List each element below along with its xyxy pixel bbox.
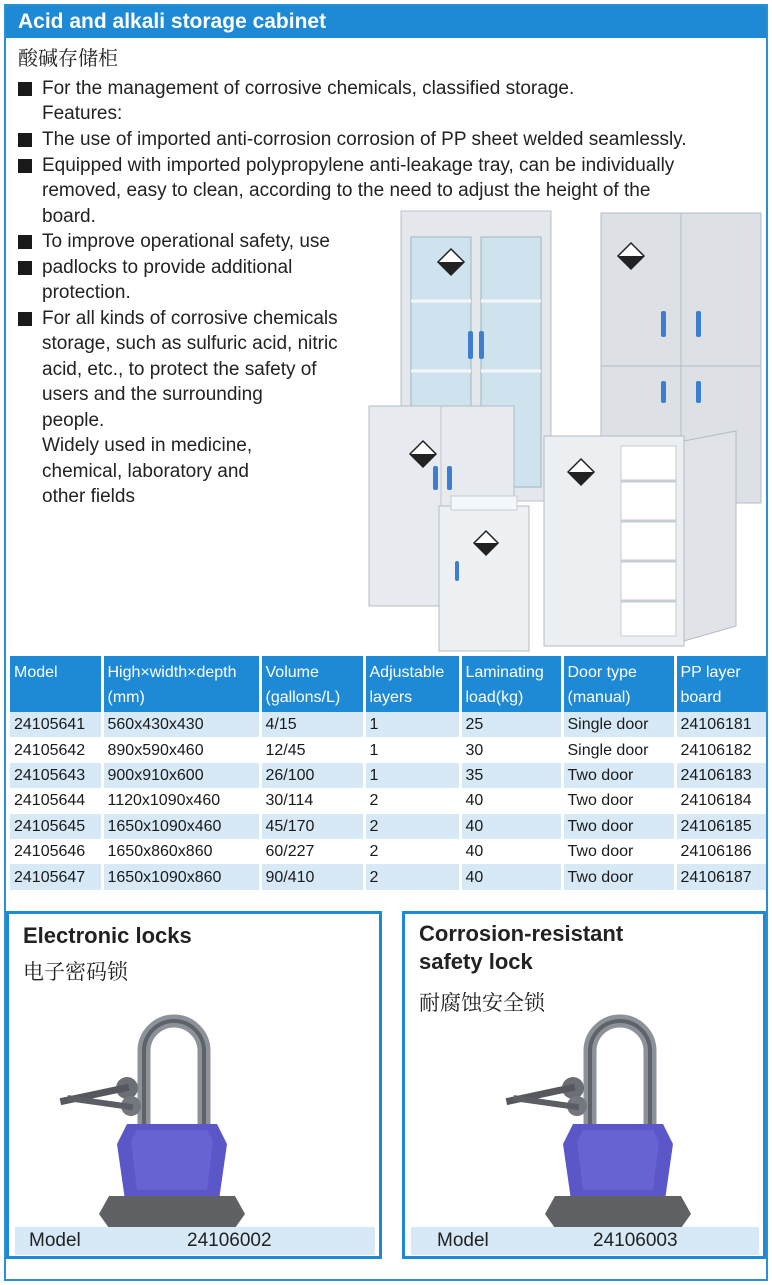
- table-cell: Two door: [562, 763, 675, 788]
- table-cell: 1650x1090x860: [102, 864, 260, 889]
- table-row: [10, 788, 766, 813]
- electronic-lock-panel: [6, 911, 382, 1259]
- lock-title: Electronic locks: [23, 923, 192, 948]
- description-line: users and the surrounding: [42, 384, 263, 405]
- table-cell: 24106184: [675, 788, 766, 813]
- table-cell: 24105643: [10, 763, 102, 788]
- table-cell: 900x910x600: [102, 763, 260, 788]
- table-cell: 24105646: [10, 839, 102, 864]
- description-line: protection.: [42, 282, 131, 303]
- table-cell: 40: [460, 814, 562, 839]
- table-cell: 1: [364, 737, 460, 762]
- cabinet-photo: [361, 201, 766, 656]
- table-cell: 24105645: [10, 814, 102, 839]
- table-cell: 90/410: [260, 864, 364, 889]
- description-line: other fields: [42, 486, 135, 507]
- table-cell: 26/100: [260, 763, 364, 788]
- model-number: 24106003: [593, 1230, 678, 1251]
- table-cell: 30: [460, 737, 562, 762]
- table-cell: 24105647: [10, 864, 102, 889]
- description-line: storage, such as sulfuric acid, nitric: [42, 333, 338, 354]
- table-row: [10, 814, 766, 839]
- table-cell: 2: [364, 788, 460, 813]
- description-line: chemical, laboratory and: [42, 461, 249, 482]
- bullet-icon: [18, 133, 32, 147]
- description-line: Equipped with imported polypropylene anti-leakage tray, can be individually: [42, 155, 675, 176]
- table-cell: Single door: [562, 737, 675, 762]
- table-cell: Two door: [562, 814, 675, 839]
- table-cell: 40: [460, 839, 562, 864]
- safety-lock-panel: [402, 911, 766, 1259]
- table-cell: 560x430x430: [102, 712, 260, 737]
- column-header-load: Laminating load(kg): [460, 656, 562, 712]
- column-header-dimensions: High×width×depth (mm): [102, 656, 260, 712]
- table-cell: 24105644: [10, 788, 102, 813]
- table-row: [10, 839, 766, 864]
- lock-title: Corrosion-resistant: [419, 921, 624, 946]
- open-cabinet: [544, 431, 736, 646]
- table-cell: 30/114: [260, 788, 364, 813]
- table-cell: 890x590x460: [102, 737, 260, 762]
- table-cell: 24106181: [675, 712, 766, 737]
- column-header-door-type: Door type (manual): [562, 656, 675, 712]
- table-row: [10, 763, 766, 788]
- table-cell: 1: [364, 763, 460, 788]
- column-header-layers: Adjustable layers: [364, 656, 460, 712]
- table-cell: 24106185: [675, 814, 766, 839]
- key-icon: [506, 1077, 587, 1116]
- table-cell: Single door: [562, 712, 675, 737]
- bullet-icon: [18, 261, 32, 275]
- small-cabinet: [439, 496, 529, 651]
- lock-title-cn: 耐腐蚀安全锁: [419, 991, 545, 1015]
- table-row: [10, 737, 766, 762]
- table-cell: Two door: [562, 788, 675, 813]
- padlock-image: [49, 1006, 269, 1236]
- description-line: Widely used in medicine,: [42, 435, 253, 456]
- bullet-icon: [18, 82, 32, 96]
- table-cell: 2: [364, 864, 460, 889]
- model-label: Model: [437, 1230, 489, 1251]
- table-cell: 1: [364, 712, 460, 737]
- table-row: [10, 864, 766, 889]
- table-cell: 24105642: [10, 737, 102, 762]
- table-cell: 2: [364, 814, 460, 839]
- description-line: acid, etc., to protect the safety of: [42, 359, 317, 380]
- table-body: [10, 712, 766, 890]
- model-label: Model: [29, 1230, 81, 1251]
- table-cell: 2: [364, 839, 460, 864]
- table-cell: 24106187: [675, 864, 766, 889]
- description-line: The use of imported anti-corrosion corrosion of PP sheet welded seamlessly.: [42, 129, 687, 150]
- column-header-model: Model: [10, 656, 102, 712]
- table-cell: 1120x1090x460: [102, 788, 260, 813]
- lock-model-footer: [15, 1227, 375, 1255]
- table-cell: 24106183: [675, 763, 766, 788]
- table-cell: 24105641: [10, 712, 102, 737]
- description-line: Features:: [42, 103, 123, 124]
- lock-title-line2: safety lock: [419, 949, 533, 974]
- column-header-volume: Volume (gallons/L): [260, 656, 364, 712]
- table-row: [10, 712, 766, 737]
- bullet-icon: [18, 159, 32, 173]
- table-cell: 4/15: [260, 712, 364, 737]
- table-cell: 60/227: [260, 839, 364, 864]
- description-line: To improve operational safety, use: [42, 231, 330, 252]
- page-title: Acid and alkali storage cabinet: [6, 6, 766, 38]
- description-line: For all kinds of corrosive chemicals: [42, 308, 338, 329]
- description-line: padlocks to provide additional: [42, 257, 293, 278]
- lock-title-cn: 电子密码锁: [23, 960, 128, 984]
- table-cell: Two door: [562, 839, 675, 864]
- table-cell: 1650x1090x460: [102, 814, 260, 839]
- column-header-layer-board: PP layer board: [675, 656, 766, 712]
- table-cell: 12/45: [260, 737, 364, 762]
- table-cell: 35: [460, 763, 562, 788]
- description-line: For the management of corrosive chemicals, classified storage.: [42, 78, 575, 99]
- description-line: removed, easy to clean, according to the need to adjust the height of the: [42, 180, 651, 201]
- table-cell: 40: [460, 788, 562, 813]
- page-frame: [4, 4, 768, 1281]
- bullet-icon: [18, 235, 32, 249]
- table-cell: Two door: [562, 864, 675, 889]
- padlock-image: [495, 1006, 715, 1236]
- table-cell: 24106182: [675, 737, 766, 762]
- spec-table: [10, 656, 766, 890]
- key-icon: [60, 1077, 141, 1116]
- page-subtitle-cn: 酸碱存储柜: [18, 46, 118, 70]
- table-cell: 45/170: [260, 814, 364, 839]
- table-cell: 25: [460, 712, 562, 737]
- table-cell: 40: [460, 864, 562, 889]
- description-line: board.: [42, 206, 96, 227]
- table-cell: 1650x860x860: [102, 839, 260, 864]
- lock-model-footer: [411, 1227, 759, 1255]
- bullet-icon: [18, 312, 32, 326]
- table-header-row: [10, 656, 766, 712]
- table-cell: 24106186: [675, 839, 766, 864]
- model-number: 24106002: [187, 1230, 272, 1251]
- description-line: people.: [42, 410, 105, 431]
